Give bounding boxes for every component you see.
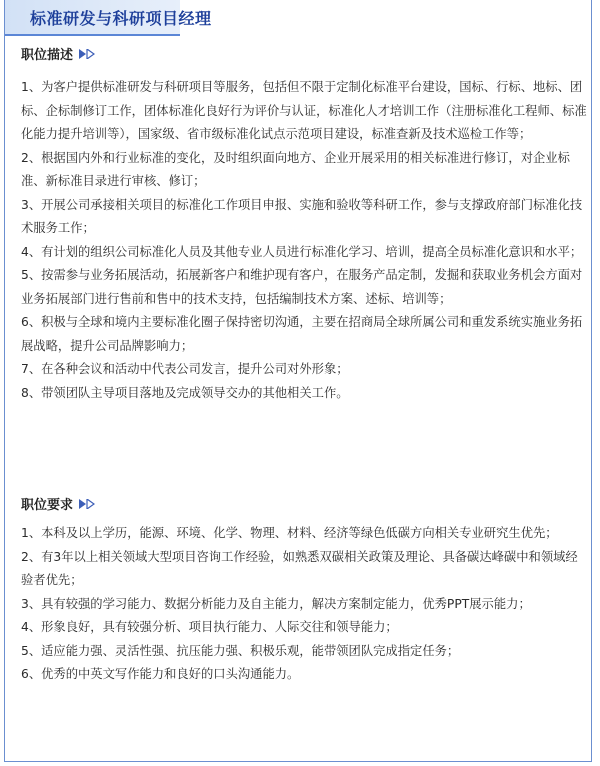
section-heading-description — [21, 44, 95, 63]
job-card — [4, 0, 592, 762]
play-arrows-icon — [79, 499, 95, 509]
list-item: 5、按需参与业务拓展活动，拓展新客户和维护现有客户，在服务产品定制，发掘和获取业务机会方面对业务拓展部门进行售前和售中的技术支持，包括编制技术方案、述标、培训等； — [21, 268, 583, 306]
requirements-list — [21, 522, 587, 687]
list-item: 7、在各种会议和活动中代表公司发言，提升公司对外形象； — [21, 362, 349, 376]
list-item: 6、优秀的中英文写作能力和良好的口头沟通能力。 — [21, 667, 300, 681]
list-item: 1、为客户提供标准研发与科研项目等服务，包括但不限于定制化标准平台建设，国标、行标、地标、团标、企标制修订工作，团体标准化良好行为评价与认证，标准化人才培训工作（注册标准化工程师、标准化能力提升培训等），国家级、省市级标准化试点示范项目建设，标准查新及技术巡检工作等； — [21, 80, 587, 141]
list-item: 1、本科及以上学历，能源、环境、化学、物理、材料、经济等绿色低碳方向相关专业研究生优先； — [21, 526, 558, 540]
list-item: 8、带领团队主导项目落地及完成领导交办的其他相关工作。 — [21, 385, 349, 400]
list-item: 3、开展公司承接相关项目的标准化工作项目申报、实施和验收等科研工作，参与支撑政府部门标准化技术服务工作； — [21, 197, 583, 235]
list-item: 4、有计划的组织公司标准化人员及其他专业人员进行标准化学习、培训，提高全员标准化意识和水平； — [21, 244, 583, 259]
section-heading-label: 职位要求 — [21, 498, 74, 513]
list-item: 2、有3年以上相关领域大型项目咨询工作经验，如熟悉双碳相关政策及理论、具备碳达峰碳中和领域经验者优先； — [21, 549, 578, 587]
page-title: 标准研发与科研项目经理 — [30, 9, 212, 28]
play-arrows-icon — [79, 49, 95, 59]
list-item: 5、适应能力强、灵活性强、抗压能力强、积极乐观，能带领团队完成指定任务； — [21, 643, 460, 658]
list-item: 3、具有较强的学习能力、数据分析能力及自主能力，解决方案制定能力，优秀PPT展示能力； — [21, 596, 531, 611]
description-list — [21, 76, 587, 405]
list-item: 2、根据国内外和行业标准的变化，及时组织面向地方、企业开展采用的相关标准进行修订，对企业标准、新标准目录进行审核、修订； — [21, 150, 570, 188]
section-heading-requirements — [21, 494, 95, 513]
section-heading-label: 职位描述 — [21, 48, 74, 63]
title-banner — [5, 0, 212, 36]
list-item: 4、形象良好，具有较强分析、项目执行能力、人际交往和领导能力； — [21, 620, 398, 634]
list-item: 6、积极与全球和境内主要标准化圈子保持密切沟通，主要在招商局全球所属公司和重发系统实施业务拓展战略，提升公司品牌影响力； — [21, 315, 583, 353]
